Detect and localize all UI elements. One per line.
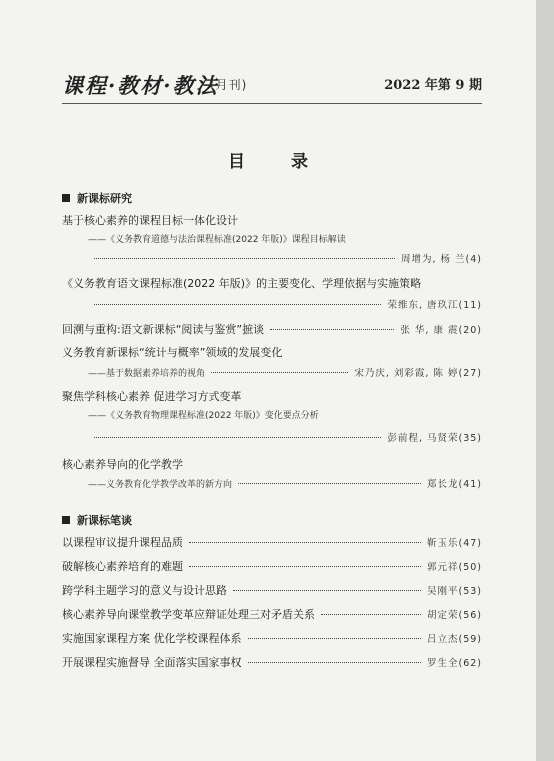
article-title: 开展课程实施督导 全面落实国家事权 (62, 656, 242, 669)
article-page: (11) (458, 300, 482, 311)
article-authors: 周增为, 杨 兰 (400, 254, 466, 265)
article-page: (59) (458, 634, 482, 645)
article-page: (50) (458, 562, 482, 573)
article-subtitle: ——基于数据素养培养的视角 (88, 369, 206, 379)
dot-leader (94, 258, 395, 259)
article-subtitle: ——义务教育化学教学改革的新方向 (88, 480, 233, 490)
article-page: (53) (458, 586, 482, 597)
article-authors: 罗生全 (426, 658, 459, 669)
toc-entry-line (62, 630, 482, 646)
toc-entry-line (62, 321, 482, 337)
dot-leader (233, 590, 421, 591)
issue-number: 2022 年第 9 期 (384, 78, 482, 93)
dot-leader (321, 614, 421, 615)
article-authors: 郭元祥 (426, 562, 459, 573)
section-heading-label: 新课标研究 (77, 192, 132, 205)
article-page: (47) (458, 538, 482, 549)
dot-leader (94, 437, 381, 438)
section-heading (62, 512, 132, 528)
article-authors: 靳玉乐 (426, 538, 459, 549)
dot-leader (189, 542, 421, 543)
section-heading-label: 新课标笔谈 (77, 514, 132, 527)
article-title: 实施国家课程方案 优化学校课程体系 (62, 632, 242, 645)
article-page: (27) (458, 368, 482, 379)
bullet-square-icon (62, 516, 70, 524)
article-title: 以课程审议提升课程品质 (62, 536, 183, 549)
dot-leader (94, 304, 381, 305)
article-title: 回溯与重构:语文新课标“阅读与鉴赏”摭谈 (62, 323, 265, 336)
bullet-square-icon (62, 194, 70, 202)
article-title: 跨学科主题学习的意义与设计思路 (62, 584, 227, 597)
article-authors: 张 华, 康 震 (400, 325, 459, 336)
dot-leader (270, 329, 394, 330)
article-page: (20) (458, 325, 482, 336)
article-title: 破解核心素养培育的难题 (62, 560, 183, 573)
toc-entry-line (62, 582, 482, 598)
article-title: 基于核心素养的课程目标一体化设计 (62, 214, 238, 227)
article-authors: 胡定荣 (426, 610, 459, 621)
header-rule (62, 103, 482, 104)
toc-entry-line (88, 476, 482, 490)
toc-entry-line (88, 365, 482, 379)
dot-leader (238, 483, 421, 484)
article-page: (35) (458, 433, 482, 444)
toc-title: 目 录 (228, 152, 328, 172)
article-title: 核心素养导向的化学教学 (62, 458, 183, 471)
toc-entry-line (88, 430, 482, 444)
journal-frequency: (月刊) (210, 78, 248, 92)
article-page: (62) (458, 658, 482, 669)
article-authors: 宋乃庆, 刘彩霞, 陈 婷 (354, 368, 459, 379)
section-heading (62, 190, 132, 206)
article-page: (41) (458, 479, 482, 490)
scan-edge (536, 0, 554, 761)
article-authors: 彭前程, 马贤荣 (387, 433, 459, 444)
article-title: 《义务教育语文课程标准(2022 年版)》的主要变化、学理依据与实施策略 (62, 277, 422, 290)
toc-entry-line (62, 558, 482, 574)
toc-entry-line (62, 534, 482, 550)
article-page: (4) (465, 254, 482, 265)
masthead (62, 70, 482, 104)
article-authors: 吕立杰 (426, 634, 459, 645)
dot-leader (248, 638, 421, 639)
toc-entry-line (88, 251, 482, 265)
article-authors: 郑长龙 (426, 479, 459, 490)
journal-title: 课程·教材·教法 (62, 73, 219, 98)
article-subtitle: ——《义务教育道德与法治课程标准(2022 年版)》课程目标解读 (88, 235, 346, 245)
toc-entry-line (88, 297, 482, 311)
article-authors: 吴刚平 (426, 586, 459, 597)
toc-entry-line (62, 606, 482, 622)
dot-leader (211, 372, 348, 373)
article-subtitle: ——《义务教育物理课程标准(2022 年版)》变化要点分析 (88, 411, 319, 421)
article-title: 义务教育新课标“统计与概率”领域的发展变化 (62, 346, 283, 359)
toc-entry-line (62, 654, 482, 670)
article-title: 聚焦学科核心素养 促进学习方式变革 (62, 390, 242, 403)
dot-leader (189, 566, 421, 567)
article-page: (56) (458, 610, 482, 621)
dot-leader (248, 662, 421, 663)
article-title: 核心素养导向课堂教学变革应辩证处理三对矛盾关系 (62, 608, 315, 621)
article-authors: 荣维东, 唐玖江 (387, 300, 459, 311)
